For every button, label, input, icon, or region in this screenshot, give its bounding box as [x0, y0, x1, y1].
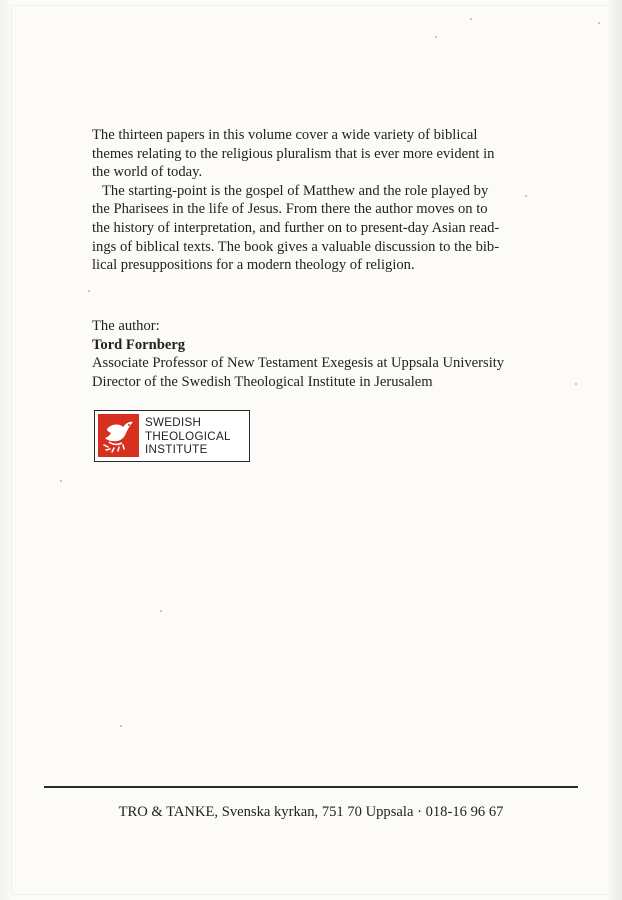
paper-speck: [575, 383, 577, 385]
logo-wordmark: [145, 416, 231, 457]
paper-speck: [598, 22, 600, 24]
text-line: the world of today.: [92, 164, 203, 181]
text-line: the Pharisees in the life of Jesus. From there the author moves on to: [92, 201, 488, 218]
text-line: the history of interpretation, and further on to present-day Asian read-: [92, 219, 500, 236]
publisher-line: TRO & TANKE, Svenska kyrkan, 751 70 Uppsala · 018-16 96 67: [118, 804, 504, 820]
dove-icon-graphic: [98, 414, 139, 457]
book-description: [92, 126, 534, 275]
logo-line-3: INSTITUTE: [145, 443, 208, 457]
text-line: The thirteen papers in this volume cover a wide variety of biblical: [92, 127, 478, 143]
dove-icon: [98, 414, 139, 457]
cover-left-edge: [0, 0, 12, 900]
text-line: The starting-point is the gospel of Matthew and the role played by: [102, 182, 489, 199]
paper-speck: [60, 480, 62, 482]
paper-speck: [120, 725, 122, 727]
text-line: lical presuppositions for a modern theology of religion.: [92, 257, 415, 274]
author-position-2: Director of the Swedish Theological Institute in Jerusalem: [92, 373, 433, 390]
paper-speck: [88, 290, 90, 292]
paper-speck: [470, 18, 472, 20]
cover-right-edge: [608, 0, 622, 900]
author-info: [92, 317, 562, 391]
footer-divider: [44, 786, 578, 788]
institute-logo: [94, 410, 250, 462]
description-paragraph-2: [92, 182, 534, 275]
text-line: themes relating to the religious pluralism that is ever more evident in: [92, 145, 495, 162]
paper-speck: [435, 36, 437, 38]
author-name: Tord Fornberg: [92, 336, 186, 353]
logo-line-1: SWEDISH: [145, 416, 202, 429]
text-line: ings of biblical texts. The book gives a valuable discussion to the bib-: [92, 238, 500, 255]
author-position-1: Associate Professor of New Testament Exegesis at Uppsala University: [92, 355, 505, 372]
paper-speck: [160, 610, 162, 612]
author-heading: The author:: [92, 318, 160, 334]
description-paragraph-1: [92, 126, 534, 182]
logo-line-2: THEOLOGICAL: [145, 429, 231, 443]
